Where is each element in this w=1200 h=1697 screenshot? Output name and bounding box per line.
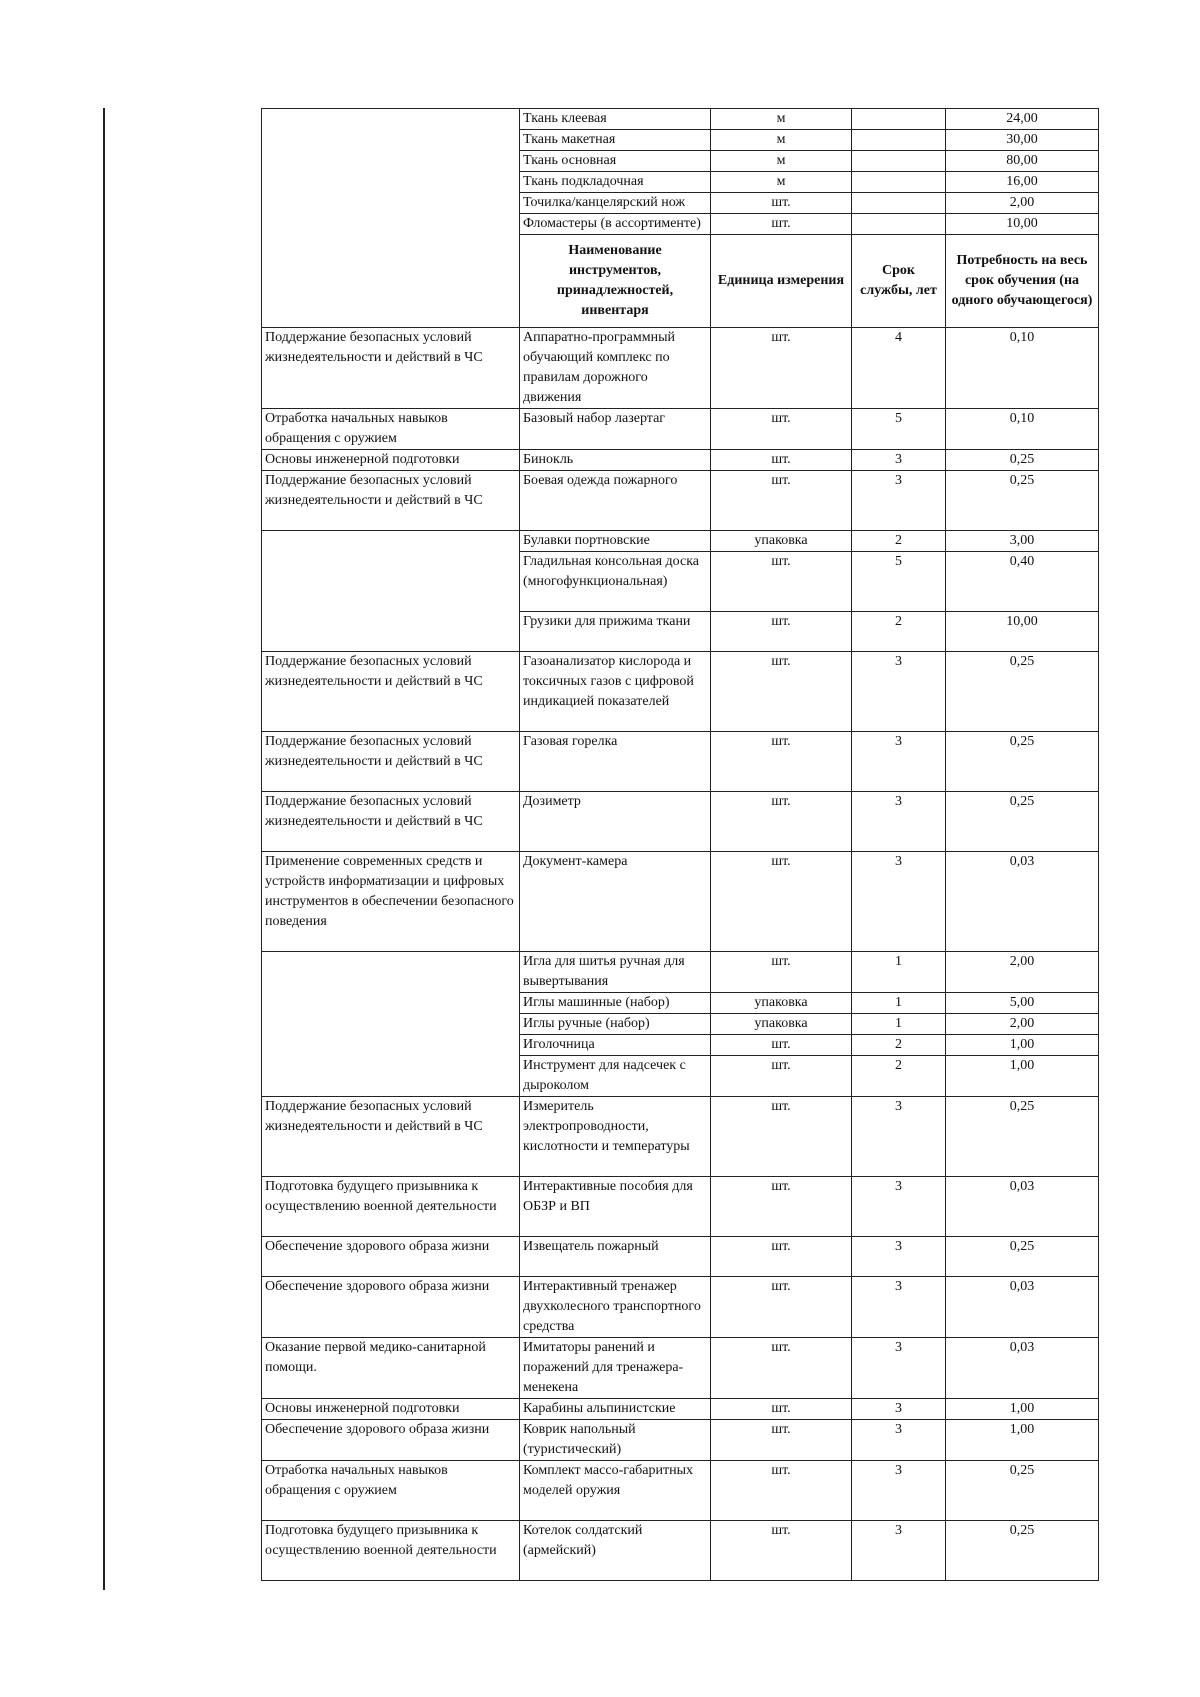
life-cell: 2 xyxy=(852,1056,946,1097)
item-cell: Точилка/канцелярский нож xyxy=(520,193,711,214)
life-cell: 1 xyxy=(852,993,946,1014)
unit-cell: шт. xyxy=(711,792,852,852)
life-cell: 3 xyxy=(852,792,946,852)
unit-cell: шт. xyxy=(711,1521,852,1581)
category-cell: Основы инженерной подготовки xyxy=(262,450,520,471)
life-cell: 3 xyxy=(852,1399,946,1420)
header-item: Наименование инструментов, принадлежностей, инвентаря xyxy=(520,235,711,328)
life-cell: 3 xyxy=(852,1420,946,1461)
item-cell: Иголочница xyxy=(520,1035,711,1056)
qty-cell: 0,25 xyxy=(946,450,1099,471)
equipment-table xyxy=(261,108,1099,1581)
qty-cell: 1,00 xyxy=(946,1420,1099,1461)
qty-cell: 2,00 xyxy=(946,952,1099,993)
category-cell-empty xyxy=(262,531,520,652)
unit-cell: шт. xyxy=(711,1461,852,1521)
item-cell: Котелок солдатский (армейский) xyxy=(520,1521,711,1581)
life-cell: 3 xyxy=(852,652,946,732)
unit-cell: упаковка xyxy=(711,531,852,552)
life-cell xyxy=(852,172,946,193)
item-cell: Игла для шитья ручная для вывертывания xyxy=(520,952,711,993)
table-row xyxy=(262,1177,1099,1237)
item-cell: Имитаторы ранений и поражений для тренажера-менекена xyxy=(520,1338,711,1399)
category-cell-empty xyxy=(262,109,520,328)
header-qty: Потребность на весь срок обучения (на одного обучающегося) xyxy=(946,235,1099,328)
life-cell: 3 xyxy=(852,1177,946,1237)
unit-cell: шт. xyxy=(711,652,852,732)
category-cell: Отработка начальных навыков обращения с оружием xyxy=(262,1461,520,1521)
table-row xyxy=(262,1461,1099,1521)
life-cell xyxy=(852,193,946,214)
life-cell: 1 xyxy=(852,1014,946,1035)
category-cell: Обеспечение здорового образа жизни xyxy=(262,1237,520,1277)
unit-cell: шт. xyxy=(711,1177,852,1237)
item-cell: Газоанализатор кислорода и токсичных газов с цифровой индикацией показателей xyxy=(520,652,711,732)
table-row xyxy=(262,1521,1099,1581)
life-cell: 3 xyxy=(852,450,946,471)
page-margin-line xyxy=(103,108,105,1590)
item-cell: Интерактивные пособия для ОБЗР и ВП xyxy=(520,1177,711,1237)
unit-cell: шт. xyxy=(711,612,852,652)
life-cell: 5 xyxy=(852,552,946,612)
item-cell: Интерактивный тренажер двухколесного транспортного средства xyxy=(520,1277,711,1338)
category-cell-empty xyxy=(262,952,520,1097)
item-cell: Инструмент для надсечек с дыроколом xyxy=(520,1056,711,1097)
item-cell: Гладильная консольная доска (многофункциональная) xyxy=(520,552,711,612)
qty-cell: 0,10 xyxy=(946,409,1099,450)
life-cell: 3 xyxy=(852,852,946,952)
category-cell: Обеспечение здорового образа жизни xyxy=(262,1277,520,1338)
life-cell: 4 xyxy=(852,328,946,409)
item-cell: Аппаратно-программный обучающий комплекс по правилам дорожного движения xyxy=(520,328,711,409)
category-cell: Поддержание безопасных условий жизнедеятельности и действий в ЧС xyxy=(262,652,520,732)
category-cell: Поддержание безопасных условий жизнедеятельности и действий в ЧС xyxy=(262,792,520,852)
item-cell: Документ-камера xyxy=(520,852,711,952)
qty-cell: 24,00 xyxy=(946,109,1099,130)
table-row xyxy=(262,471,1099,531)
qty-cell: 0,25 xyxy=(946,792,1099,852)
table-row xyxy=(262,792,1099,852)
qty-cell: 0,10 xyxy=(946,328,1099,409)
life-cell: 3 xyxy=(852,1097,946,1177)
item-cell: Фломастеры (в ассортименте) xyxy=(520,214,711,235)
table-row xyxy=(262,109,1099,130)
unit-cell: шт. xyxy=(711,552,852,612)
item-cell: Газовая горелка xyxy=(520,732,711,792)
life-cell: 3 xyxy=(852,1277,946,1338)
item-cell: Грузики для прижима ткани xyxy=(520,612,711,652)
unit-cell: м xyxy=(711,109,852,130)
item-cell: Дозиметр xyxy=(520,792,711,852)
qty-cell: 0,25 xyxy=(946,1461,1099,1521)
table-row xyxy=(262,1237,1099,1277)
item-cell: Комплект массо-габаритных моделей оружия xyxy=(520,1461,711,1521)
table-row xyxy=(262,1097,1099,1177)
qty-cell: 1,00 xyxy=(946,1035,1099,1056)
life-cell: 3 xyxy=(852,1461,946,1521)
qty-cell: 0,25 xyxy=(946,732,1099,792)
qty-cell: 0,25 xyxy=(946,1237,1099,1277)
qty-cell: 10,00 xyxy=(946,214,1099,235)
qty-cell: 0,25 xyxy=(946,471,1099,531)
life-cell: 3 xyxy=(852,1338,946,1399)
life-cell: 3 xyxy=(852,1521,946,1581)
unit-cell: шт. xyxy=(711,1237,852,1277)
item-cell: Измеритель электропроводности, кислотности и температуры xyxy=(520,1097,711,1177)
unit-cell: упаковка xyxy=(711,1014,852,1035)
unit-cell: шт. xyxy=(711,450,852,471)
item-cell: Ткань подкладочная xyxy=(520,172,711,193)
table-row xyxy=(262,852,1099,952)
life-cell: 3 xyxy=(852,1237,946,1277)
header-life: Срок службы, лет xyxy=(852,235,946,328)
item-cell: Базовый набор лазертаг xyxy=(520,409,711,450)
item-cell: Булавки портновские xyxy=(520,531,711,552)
life-cell xyxy=(852,214,946,235)
life-cell: 2 xyxy=(852,612,946,652)
item-cell: Ткань макетная xyxy=(520,130,711,151)
qty-cell: 0,03 xyxy=(946,1277,1099,1338)
life-cell xyxy=(852,151,946,172)
unit-cell: шт. xyxy=(711,1056,852,1097)
qty-cell: 0,40 xyxy=(946,552,1099,612)
life-cell: 2 xyxy=(852,1035,946,1056)
category-cell: Обеспечение здорового образа жизни xyxy=(262,1420,520,1461)
qty-cell: 80,00 xyxy=(946,151,1099,172)
unit-cell: упаковка xyxy=(711,993,852,1014)
header-unit: Единица измерения xyxy=(711,235,852,328)
unit-cell: шт. xyxy=(711,471,852,531)
unit-cell: шт. xyxy=(711,732,852,792)
unit-cell: м xyxy=(711,172,852,193)
qty-cell: 3,00 xyxy=(946,531,1099,552)
life-cell: 3 xyxy=(852,732,946,792)
table-body xyxy=(262,328,1099,1581)
qty-cell: 1,00 xyxy=(946,1056,1099,1097)
unit-cell: шт. xyxy=(711,952,852,993)
unit-cell: м xyxy=(711,130,852,151)
category-cell: Поддержание безопасных условий жизнедеятельности и действий в ЧС xyxy=(262,328,520,409)
table-row xyxy=(262,652,1099,732)
life-cell xyxy=(852,130,946,151)
table-row xyxy=(262,409,1099,450)
table-row xyxy=(262,1399,1099,1420)
qty-cell: 0,25 xyxy=(946,1097,1099,1177)
unit-cell: шт. xyxy=(711,852,852,952)
qty-cell: 0,03 xyxy=(946,852,1099,952)
unit-cell: шт. xyxy=(711,1097,852,1177)
category-cell: Поддержание безопасных условий жизнедеятельности и действий в ЧС xyxy=(262,1097,520,1177)
item-cell: Извещатель пожарный xyxy=(520,1237,711,1277)
category-cell: Подготовка будущего призывника к осуществлению военной деятельности xyxy=(262,1521,520,1581)
life-cell: 1 xyxy=(852,952,946,993)
table-row xyxy=(262,732,1099,792)
table-row xyxy=(262,328,1099,409)
unit-cell: шт. xyxy=(711,409,852,450)
unit-cell: шт. xyxy=(711,214,852,235)
table-row xyxy=(262,531,1099,552)
life-cell: 5 xyxy=(852,409,946,450)
qty-cell: 5,00 xyxy=(946,993,1099,1014)
unit-cell: м xyxy=(711,151,852,172)
category-cell: Применение современных средств и устройств информатизации и цифровых инструментов в обеспечении безопасного поведения xyxy=(262,852,520,952)
category-cell: Оказание первой медико-санитарной помощи. xyxy=(262,1338,520,1399)
life-cell: 2 xyxy=(852,531,946,552)
unit-cell: шт. xyxy=(711,1035,852,1056)
unit-cell: шт. xyxy=(711,1420,852,1461)
qty-cell: 0,25 xyxy=(946,652,1099,732)
item-cell: Боевая одежда пожарного xyxy=(520,471,711,531)
table-row xyxy=(262,1420,1099,1461)
item-cell: Бинокль xyxy=(520,450,711,471)
qty-cell: 10,00 xyxy=(946,612,1099,652)
qty-cell: 2,00 xyxy=(946,193,1099,214)
category-cell: Отработка начальных навыков обращения с оружием xyxy=(262,409,520,450)
item-cell: Карабины альпинистские xyxy=(520,1399,711,1420)
item-cell: Коврик напольный (туристический) xyxy=(520,1420,711,1461)
life-cell: 3 xyxy=(852,471,946,531)
unit-cell: шт. xyxy=(711,1399,852,1420)
table-row xyxy=(262,1338,1099,1399)
qty-cell: 30,00 xyxy=(946,130,1099,151)
qty-cell: 0,25 xyxy=(946,1521,1099,1581)
category-cell: Основы инженерной подготовки xyxy=(262,1399,520,1420)
category-cell: Поддержание безопасных условий жизнедеятельности и действий в ЧС xyxy=(262,471,520,531)
unit-cell: шт. xyxy=(711,1277,852,1338)
life-cell xyxy=(852,109,946,130)
unit-cell: шт. xyxy=(711,1338,852,1399)
item-cell: Иглы ручные (набор) xyxy=(520,1014,711,1035)
item-cell: Иглы машинные (набор) xyxy=(520,993,711,1014)
table-row xyxy=(262,450,1099,471)
qty-cell: 0,03 xyxy=(946,1338,1099,1399)
unit-cell: шт. xyxy=(711,193,852,214)
table-row xyxy=(262,952,1099,993)
category-cell: Подготовка будущего призывника к осуществлению военной деятельности xyxy=(262,1177,520,1237)
qty-cell: 0,03 xyxy=(946,1177,1099,1237)
category-cell: Поддержание безопасных условий жизнедеятельности и действий в ЧС xyxy=(262,732,520,792)
item-cell: Ткань основная xyxy=(520,151,711,172)
qty-cell: 16,00 xyxy=(946,172,1099,193)
item-cell: Ткань клеевая xyxy=(520,109,711,130)
qty-cell: 2,00 xyxy=(946,1014,1099,1035)
table-row xyxy=(262,1277,1099,1338)
unit-cell: шт. xyxy=(711,328,852,409)
qty-cell: 1,00 xyxy=(946,1399,1099,1420)
